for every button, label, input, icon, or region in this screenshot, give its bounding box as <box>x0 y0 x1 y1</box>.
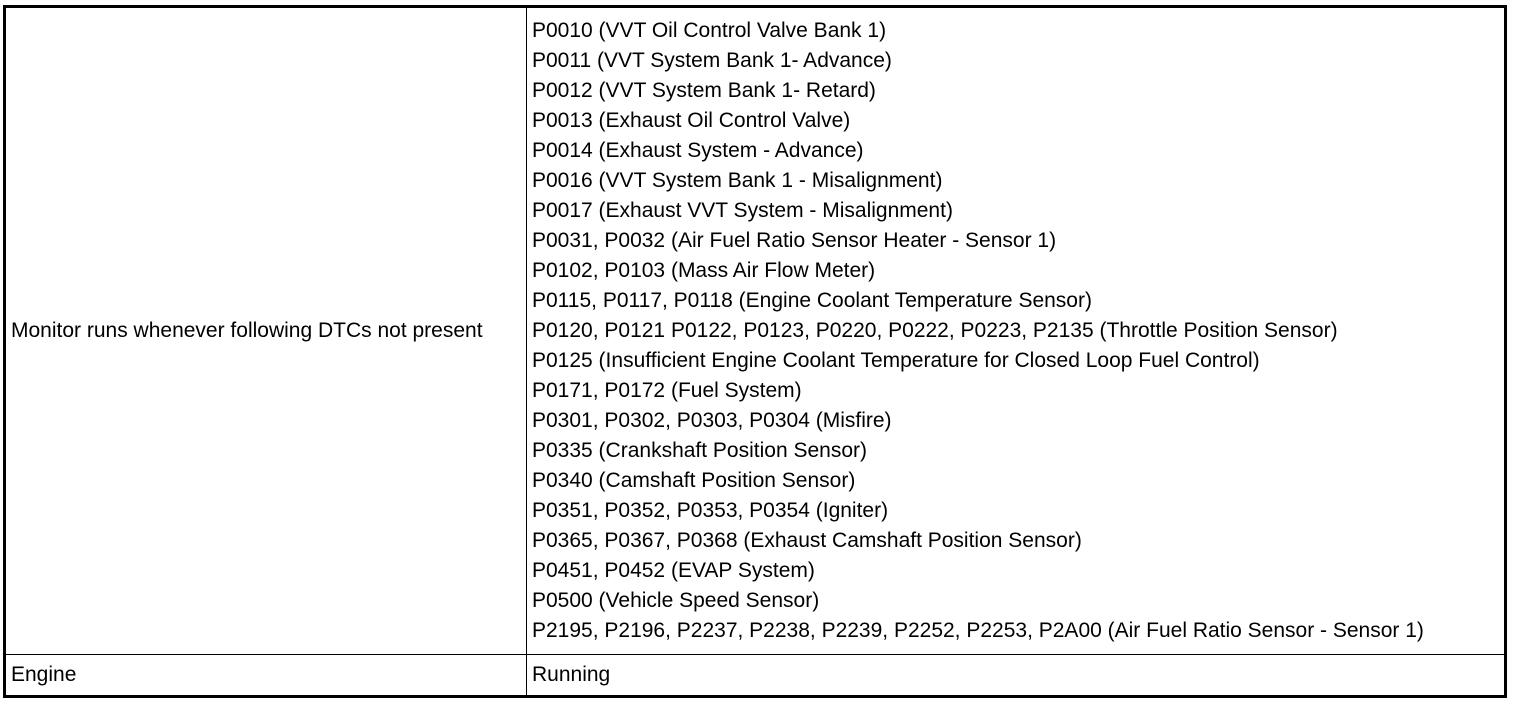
dtc-item: P0102, P0103 (Mass Air Flow Meter) <box>532 259 876 282</box>
dtc-item: P0011 (VVT System Bank 1- Advance) <box>532 49 892 72</box>
table-row <box>5 7 1506 655</box>
dtc-item: P0013 (Exhaust Oil Control Valve) <box>532 109 851 132</box>
value-cell: Running <box>527 655 1506 697</box>
dtc-item: P0016 (VVT System Bank 1 - Misalignment) <box>532 169 943 192</box>
table-row <box>5 655 1506 697</box>
dtc-item: P0171, P0172 (Fuel System) <box>532 379 802 402</box>
conditions-table <box>3 5 1507 698</box>
condition-cell: Monitor runs whenever following DTCs not present <box>5 7 527 655</box>
dtc-item: P0500 (Vehicle Speed Sensor) <box>532 589 820 612</box>
dtc-item: P0451, P0452 (EVAP System) <box>532 559 815 582</box>
dtc-list-cell <box>527 7 1506 655</box>
dtc-item: P0014 (Exhaust System - Advance) <box>532 139 864 162</box>
dtc-item: P0031, P0032 (Air Fuel Ratio Sensor Heater - Sensor 1) <box>532 229 1057 252</box>
dtc-item: P0301, P0302, P0303, P0304 (Misfire) <box>532 409 892 432</box>
condition-cell: Engine <box>5 655 527 697</box>
dtc-item: P0017 (Exhaust VVT System - Misalignment) <box>532 199 953 222</box>
dtc-item: P0120, P0121 P0122, P0123, P0220, P0222, P0223, P2135 (Throttle Position Sensor) <box>532 319 1338 342</box>
dtc-item: P0010 (VVT Oil Control Valve Bank 1) <box>532 19 887 42</box>
dtc-item: P0125 (Insufficient Engine Coolant Temperature for Closed Loop Fuel Control) <box>532 349 1260 372</box>
dtc-item: P0351, P0352, P0353, P0354 (Igniter) <box>532 499 889 522</box>
dtc-item: P0365, P0367, P0368 (Exhaust Camshaft Position Sensor) <box>532 529 1082 552</box>
dtc-list <box>532 16 1504 646</box>
dtc-item: P2195, P2196, P2237, P2238, P2239, P2252, P2253, P2A00 (Air Fuel Ratio Sensor - Sensor 1) <box>532 619 1424 642</box>
dtc-item: P0115, P0117, P0118 (Engine Coolant Temperature Sensor) <box>532 289 1092 312</box>
dtc-item: P0012 (VVT System Bank 1- Retard) <box>532 79 876 102</box>
dtc-item: P0335 (Crankshaft Position Sensor) <box>532 439 868 462</box>
dtc-item: P0340 (Camshaft Position Sensor) <box>532 469 856 492</box>
